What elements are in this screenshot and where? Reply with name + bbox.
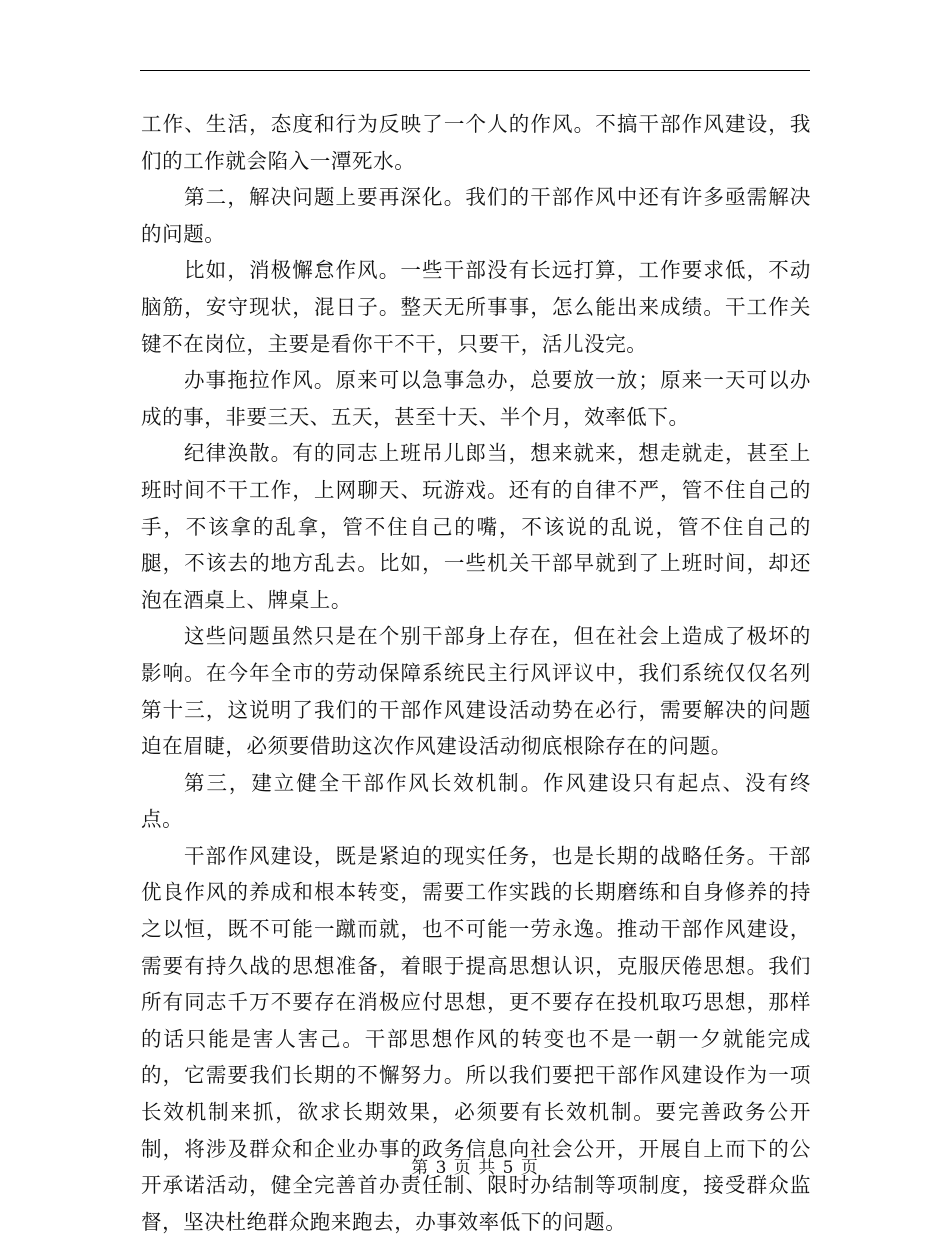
paragraph-impact: 这些问题虽然只是在个别干部身上存在，但在社会上造成了极坏的影响。在今年全市的劳动保障系统民主行风评议中，我们系统仅仅名列第十三，这说明了我们的干部作风建设活动势在必行，需要解决的问题迫在眉睫，必须要借助这次作风建设活动彻底根除存在的问题。 <box>141 624 811 759</box>
paragraph-procrastination: 办事拖拉作风。原来可以急事急办，总要放一放；原来一天可以办成的事，非要三天、五天，甚至十天、半个月，效率低下。 <box>141 368 811 429</box>
paragraph-second-point: 第二，解决问题上要再深化。我们的干部作风中还有许多亟需解决的问题。 <box>141 185 811 246</box>
paragraph-passive-style: 比如，消极懈怠作风。一些干部没有长远打算，工作要求低，不动脑筋，安守现状，混日子。整天无所事事，怎么能出来成绩。干工作关键不在岗位，主要是看你干不干，只要干，活儿没完。 <box>141 258 811 356</box>
paragraph-long-term-mechanism: 干部作风建设，既是紧迫的现实任务，也是长期的战略任务。干部优良作风的养成和根本转变，需要工作实践的长期磨练和自身修养的持之以恒，既不可能一蹴而就，也不可能一劳永逸。推动干部作风建设，需要有持久战的思想准备，着眼于提高思想认识，克服厌倦思想。我们所有同志千万不要存在消极应付思想，更不要存在投机取巧思想，那样的话只能是害人害己。干部思想作风的转变也不是一朝一夕就能完成的，它需要我们长期的不懈努力。所以我们要把干部作风建设作为一项长效机制来抓，欲求长期效果，必须要有长效机制。要完善政务公开制，将涉及群众和企业办事的政务信息向社会公开，开展自上而下的公开承诺活动，健全完善首办责任制、限时办结制等项制度，接受群众监督，坚决杜绝群众跑来跑去，办事效率低下的问题。 <box>141 843 811 1234</box>
page-number-label: 第 3 页 共 5 页 <box>411 1158 539 1178</box>
paragraph-lax-discipline: 纪律涣散。有的同志上班吊儿郎当，想来就来，想走就走，甚至上班时间不干工作，上网聊天、玩游戏。还有的自律不严，管不住自己的手，不该拿的乱拿，管不住自己的嘴，不该说的乱说，管不住自己的腿，不该去的地方乱去。比如，一些机关干部早就到了上班时间，却还泡在酒桌上、牌桌上。 <box>141 441 811 612</box>
paragraph-continuation: 工作、生活，态度和行为反映了一个人的作风。不搞干部作风建设，我们的工作就会陷入一潭死水。 <box>141 112 811 173</box>
header-rule <box>140 70 810 71</box>
page-footer <box>0 1153 950 1178</box>
body-text <box>141 106 811 1240</box>
paragraph-third-point: 第三，建立健全干部作风长效机制。作风建设只有起点、没有终点。 <box>141 770 811 832</box>
